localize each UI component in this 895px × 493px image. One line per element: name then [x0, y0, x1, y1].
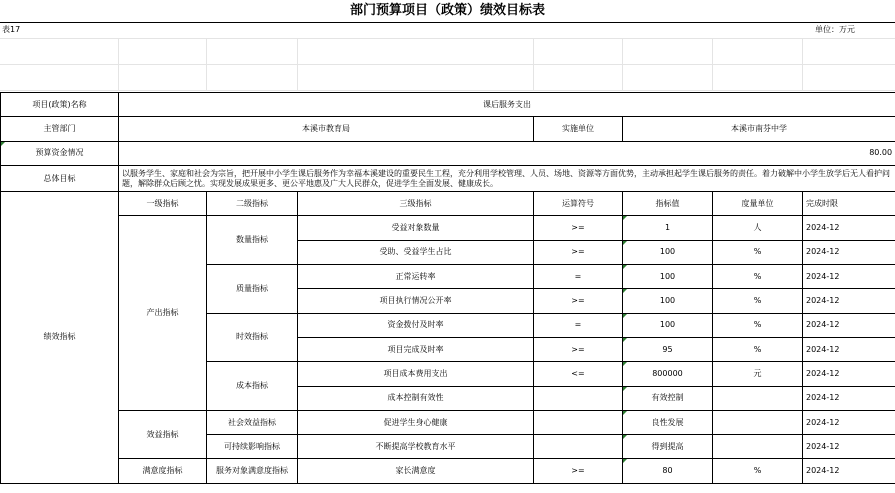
goal-label: 总体目标	[1, 165, 119, 191]
time-cell: 2024-12	[803, 313, 895, 337]
unit-cell	[713, 435, 803, 459]
header-l2: 二级指标	[207, 192, 298, 216]
table-row	[1, 410, 895, 434]
l3-cell: 促进学生身心健康	[298, 410, 534, 434]
header-l1: 一级指标	[119, 192, 207, 216]
header-l3: 三级指标	[298, 192, 534, 216]
empty-grid-area	[0, 22, 895, 92]
target-cell: 有效控制	[623, 386, 713, 410]
dept-label: 主管部门	[1, 117, 119, 141]
target-cell: 良性发展	[623, 410, 713, 434]
time-cell: 2024-12	[803, 337, 895, 361]
target-cell: 100	[623, 265, 713, 289]
impl-unit-label: 实施单位	[534, 117, 623, 141]
l1-satisfaction: 满意度指标	[119, 459, 207, 483]
unit-cell: %	[713, 265, 803, 289]
funds-row	[1, 141, 895, 165]
goal-value: 以服务学生、家庭和社会为宗旨，把开展中小学生课后服务作为幸福本溪建设的重要民生工程，充分利用学校管理、人员、场地、资源等方面优势，主动承担起学生课后服务的责任。着力破解中小学生放学后无人看护问题，解除群众后顾之忧。实现发展成果更多、更公平地惠及广大人民群众，促进学生全面发展、健康成长。	[119, 165, 895, 191]
time-cell: 2024-12	[803, 386, 895, 410]
unit-cell	[713, 386, 803, 410]
performance-table	[0, 92, 895, 484]
l2-quantity: 数量指标	[207, 216, 298, 265]
header-target: 指标值	[623, 192, 713, 216]
l2-cost: 成本指标	[207, 362, 298, 411]
goal-row	[1, 165, 895, 191]
project-name-label: 项目(政策)名称	[1, 93, 119, 117]
perf-label: 绩效指标	[1, 192, 119, 484]
l3-cell: 家长满意度	[298, 459, 534, 483]
project-name-row	[1, 93, 895, 117]
unit-cell: %	[713, 313, 803, 337]
l3-cell: 受助、受益学生占比	[298, 240, 534, 264]
indicator-header-row	[1, 192, 895, 216]
unit-cell: %	[713, 459, 803, 483]
op-cell	[534, 410, 623, 434]
funds-value: 80.00	[119, 141, 895, 165]
l3-cell: 受益对象数量	[298, 216, 534, 240]
op-cell: >=	[534, 459, 623, 483]
time-cell: 2024-12	[803, 362, 895, 386]
unit-cell: 人	[713, 216, 803, 240]
l3-cell: 正常运转率	[298, 265, 534, 289]
unit-cell: %	[713, 337, 803, 361]
op-cell	[534, 386, 623, 410]
l1-output: 产出指标	[119, 216, 207, 410]
target-cell: 得到提高	[623, 435, 713, 459]
table-number: 表17	[2, 25, 21, 34]
target-cell: 100	[623, 313, 713, 337]
time-cell: 2024-12	[803, 459, 895, 483]
l2-service-satisfaction: 服务对象满意度指标	[207, 459, 298, 483]
l3-cell: 项目执行情况公开率	[298, 289, 534, 313]
impl-unit-value: 本溪市南芬中学	[623, 117, 895, 141]
l1-benefit: 效益指标	[119, 410, 207, 459]
unit-cell: %	[713, 289, 803, 313]
target-cell: 1	[623, 216, 713, 240]
page-title: 部门预算项目（政策）绩效目标表	[0, 0, 895, 23]
op-cell: >=	[534, 240, 623, 264]
unit-cell: %	[713, 240, 803, 264]
target-cell: 80	[623, 459, 713, 483]
table-row	[1, 459, 895, 483]
funds-label: 预算资金情况	[1, 141, 119, 165]
time-cell: 2024-12	[803, 216, 895, 240]
time-cell: 2024-12	[803, 265, 895, 289]
unit-label: 单位：万元	[815, 25, 855, 34]
header-time: 完成时限	[803, 192, 895, 216]
op-cell: =	[534, 265, 623, 289]
op-cell: <=	[534, 362, 623, 386]
header-unit: 度量单位	[713, 192, 803, 216]
op-cell: >=	[534, 337, 623, 361]
dept-row	[1, 117, 895, 141]
time-cell: 2024-12	[803, 289, 895, 313]
dept-value: 本溪市教育局	[119, 117, 534, 141]
l2-sustainable: 可持续影响指标	[207, 435, 298, 459]
target-cell: 95	[623, 337, 713, 361]
target-cell: 100	[623, 240, 713, 264]
table-row	[1, 216, 895, 240]
l3-cell: 资金拨付及时率	[298, 313, 534, 337]
header-op: 运算符号	[534, 192, 623, 216]
target-cell: 100	[623, 289, 713, 313]
l3-cell: 项目完成及时率	[298, 337, 534, 361]
time-cell: 2024-12	[803, 410, 895, 434]
unit-cell	[713, 410, 803, 434]
op-cell: =	[534, 313, 623, 337]
unit-cell: 元	[713, 362, 803, 386]
time-cell: 2024-12	[803, 435, 895, 459]
l2-quality: 质量指标	[207, 265, 298, 314]
op-cell: >=	[534, 289, 623, 313]
l2-timeliness: 时效指标	[207, 313, 298, 362]
time-cell: 2024-12	[803, 240, 895, 264]
l2-social: 社会效益指标	[207, 410, 298, 434]
op-cell: >=	[534, 216, 623, 240]
project-name-value: 课后服务支出	[119, 93, 895, 117]
l3-cell: 不断提高学校教育水平	[298, 435, 534, 459]
l3-cell: 成本控制有效性	[298, 386, 534, 410]
target-cell: 800000	[623, 362, 713, 386]
op-cell	[534, 435, 623, 459]
l3-cell: 项目成本费用支出	[298, 362, 534, 386]
